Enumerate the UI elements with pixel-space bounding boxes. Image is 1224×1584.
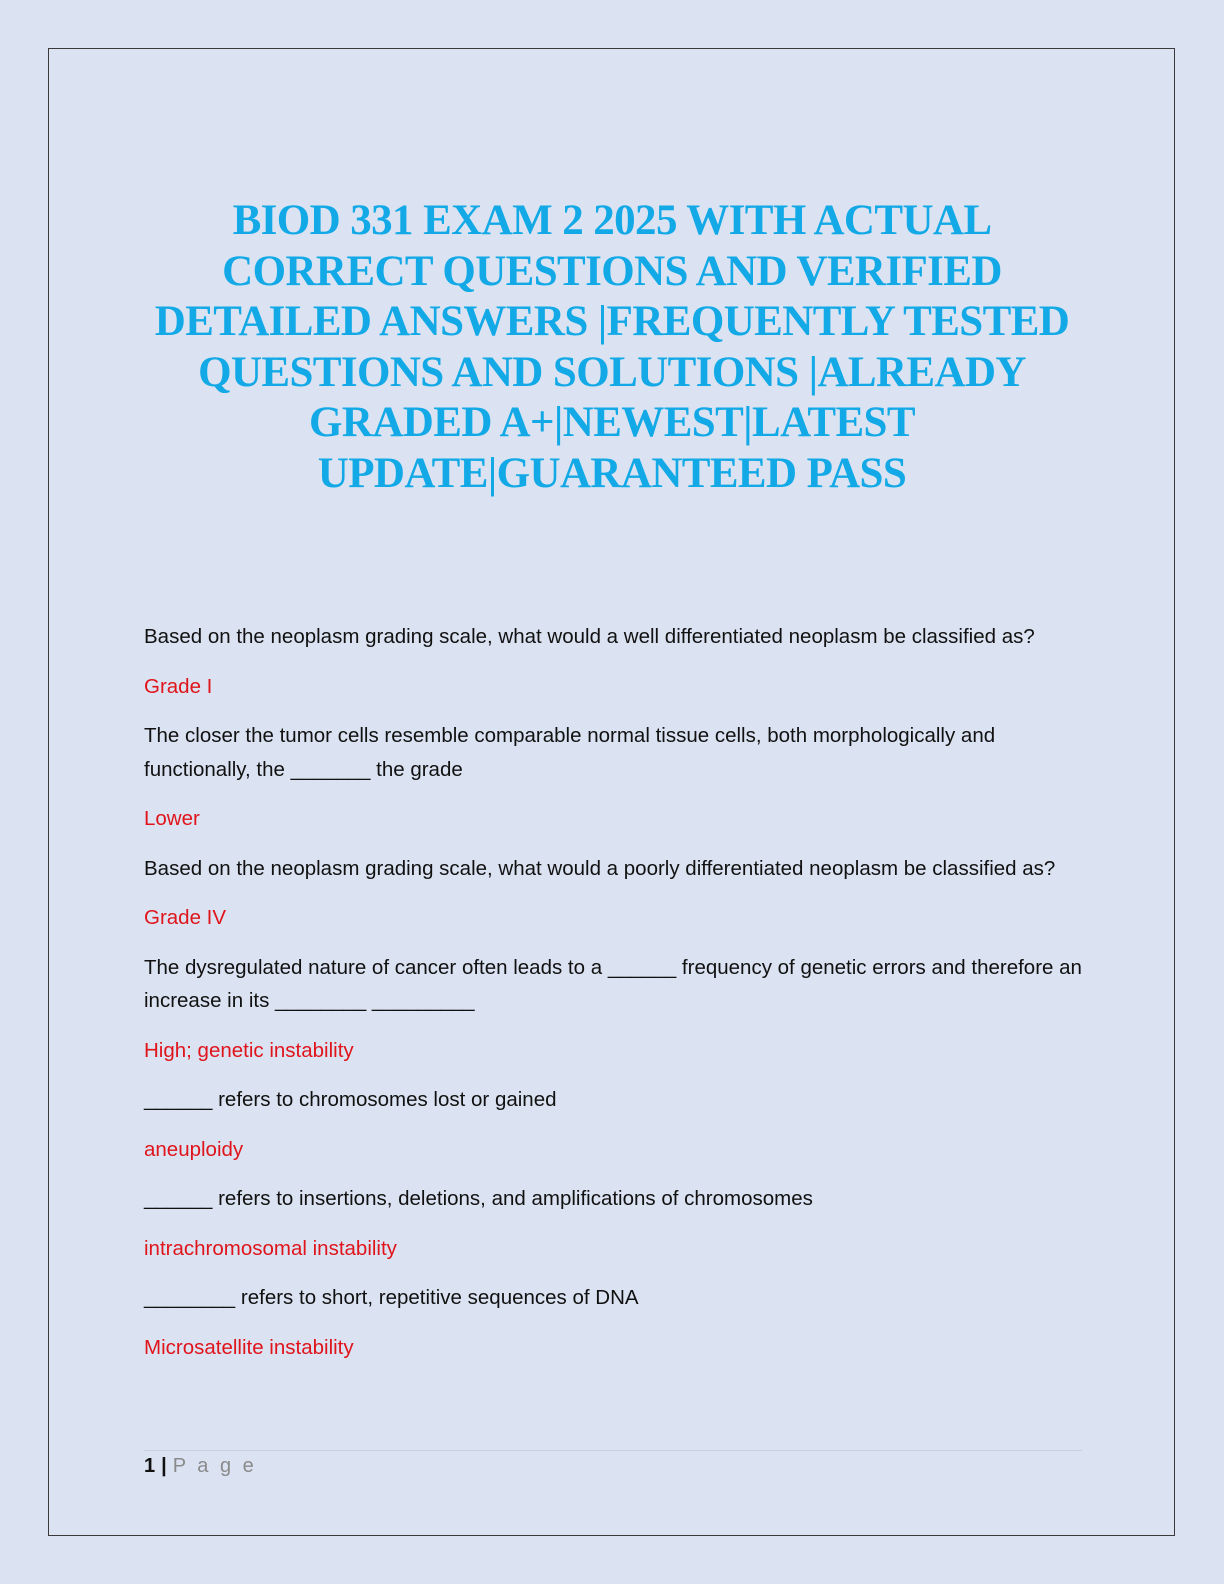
document-title [130,196,1094,499]
question-text: Based on the neoplasm grading scale, what would a well differentiated neoplasm be classified as? [144,625,1035,648]
answer-text: Lower [144,807,200,830]
title-line: QUESTIONS AND SOLUTIONS |ALREADY [198,348,1026,396]
answer-text: aneuploidy [144,1137,244,1161]
answer-text: Grade I [144,674,213,698]
question-text: The closer the tumor cells resemble comparable normal tissue cells, both morphologically and functionally, the _______ the grade [144,724,996,781]
title-line: BIOD 331 EXAM 2 2025 WITH ACTUAL [232,197,992,244]
footer-divider [144,1450,1082,1451]
question-text: ______ refers to insertions, deletions, and amplifications of chromosomes [144,1187,813,1210]
question-text: The dysregulated nature of cancer often leads to a ______ frequency of genetic errors and therefore an increase in its ________ _________ [144,955,1082,1012]
title-line: GRADED A+|NEWEST|LATEST [309,399,915,446]
question-text: ______ refers to chromosomes lost or gained [144,1088,557,1111]
title-line: DETAILED ANSWERS |FREQUENTLY TESTED [154,298,1070,345]
page-number: 1 [144,1455,156,1477]
answer-text: Microsatellite instability [144,1335,354,1359]
title-line: UPDATE|GUARANTEED PASS [317,449,907,497]
qa-list [144,620,1084,1380]
footer-separator: | [161,1455,167,1477]
question-text: ________ refers to short, repetitive sequences of DNA [144,1286,639,1309]
page-label: P a g e [172,1455,257,1477]
answer-text: High; genetic instability [144,1038,354,1062]
answer-text: Grade IV [144,906,227,929]
title-line: CORRECT QUESTIONS AND VERIFIED [222,247,1002,295]
answer-text: intrachromosomal instability [144,1236,397,1260]
page-footer [144,1452,257,1480]
question-text: Based on the neoplasm grading scale, what would a poorly differentiated neoplasm be classified as? [144,856,1056,880]
